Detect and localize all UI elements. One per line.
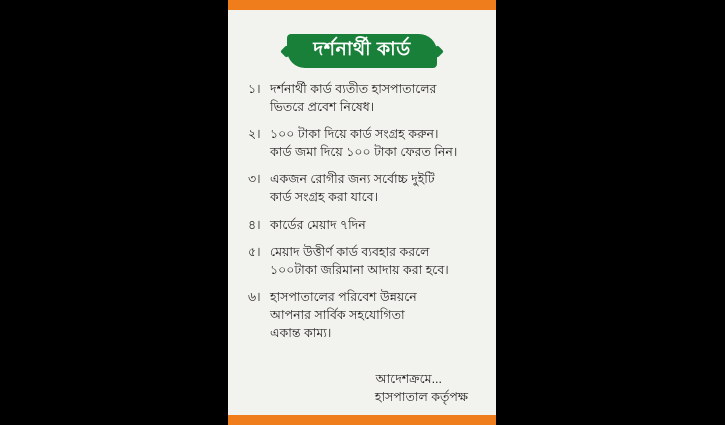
- list-item: [248, 125, 480, 161]
- rule-line: দর্শনার্থী কার্ড ব্যতীত হাসপাতালের: [270, 81, 437, 96]
- rule-number: ৫।: [248, 244, 261, 259]
- page-title: দর্শনার্থী কার্ড: [287, 34, 436, 68]
- signature-block: [242, 370, 482, 412]
- order-text: আদেশক্রমে...: [375, 371, 442, 386]
- rule-number: ৩।: [248, 172, 261, 187]
- bottom-accent-band: [228, 415, 496, 425]
- rule-number: ১।: [248, 81, 261, 96]
- rule-line: কার্ড সংগ্রহ করা যাবে।: [270, 190, 379, 205]
- rule-number: ৬।: [248, 289, 261, 304]
- rule-line: মেয়াদ উত্তীর্ণ কার্ড ব্যবহার করলে: [270, 244, 430, 259]
- rule-text: [270, 216, 480, 234]
- visitor-card-notice: [228, 0, 496, 425]
- list-item: [248, 243, 480, 279]
- rule-number: ২।: [248, 127, 261, 142]
- list-item: [248, 288, 480, 342]
- rule-text: [270, 125, 480, 161]
- rule-line: ভিতরে প্রবেশ নিষেধ।: [270, 99, 375, 114]
- rule-line: হাসপাতালের পরিবেশ উন্নয়নে: [270, 289, 417, 304]
- authority-text: হাসপাতাল কর্তৃপক্ষ: [374, 390, 468, 405]
- list-item: [248, 216, 480, 234]
- rule-line: আপনার সার্বিক সহযোগিতা: [270, 308, 405, 323]
- rule-line: ১০০টাকা জরিমানা আদায় করা হবে।: [270, 262, 449, 277]
- rule-line: কার্ড জমা দিয়ে ১০০ টাকা ফেরত নিন।: [270, 145, 458, 160]
- rule-text: [270, 170, 480, 206]
- backdrop-left: [0, 0, 228, 425]
- rule-line: একান্ত কাম্য।: [270, 326, 332, 341]
- backdrop-right: [497, 0, 725, 425]
- rule-line: কার্ডের মেয়াদ ৭দিন: [270, 217, 366, 232]
- title-banner: [242, 34, 482, 68]
- notice-body: [228, 10, 496, 415]
- rule-line: ১০০ টাকা দিয়ে কার্ড সংগ্রহ করুন।: [270, 127, 439, 142]
- top-accent-band: [228, 0, 496, 10]
- rules-list: [242, 80, 482, 352]
- rule-line: একজন রোগীর জন্য সর্বোচ্চ দুইটি: [270, 172, 435, 187]
- rule-number: ৪।: [248, 217, 261, 232]
- rule-text: [270, 80, 480, 116]
- rule-text: [270, 288, 480, 342]
- list-item: [248, 170, 480, 206]
- list-item: [248, 80, 480, 116]
- rule-text: [270, 243, 480, 279]
